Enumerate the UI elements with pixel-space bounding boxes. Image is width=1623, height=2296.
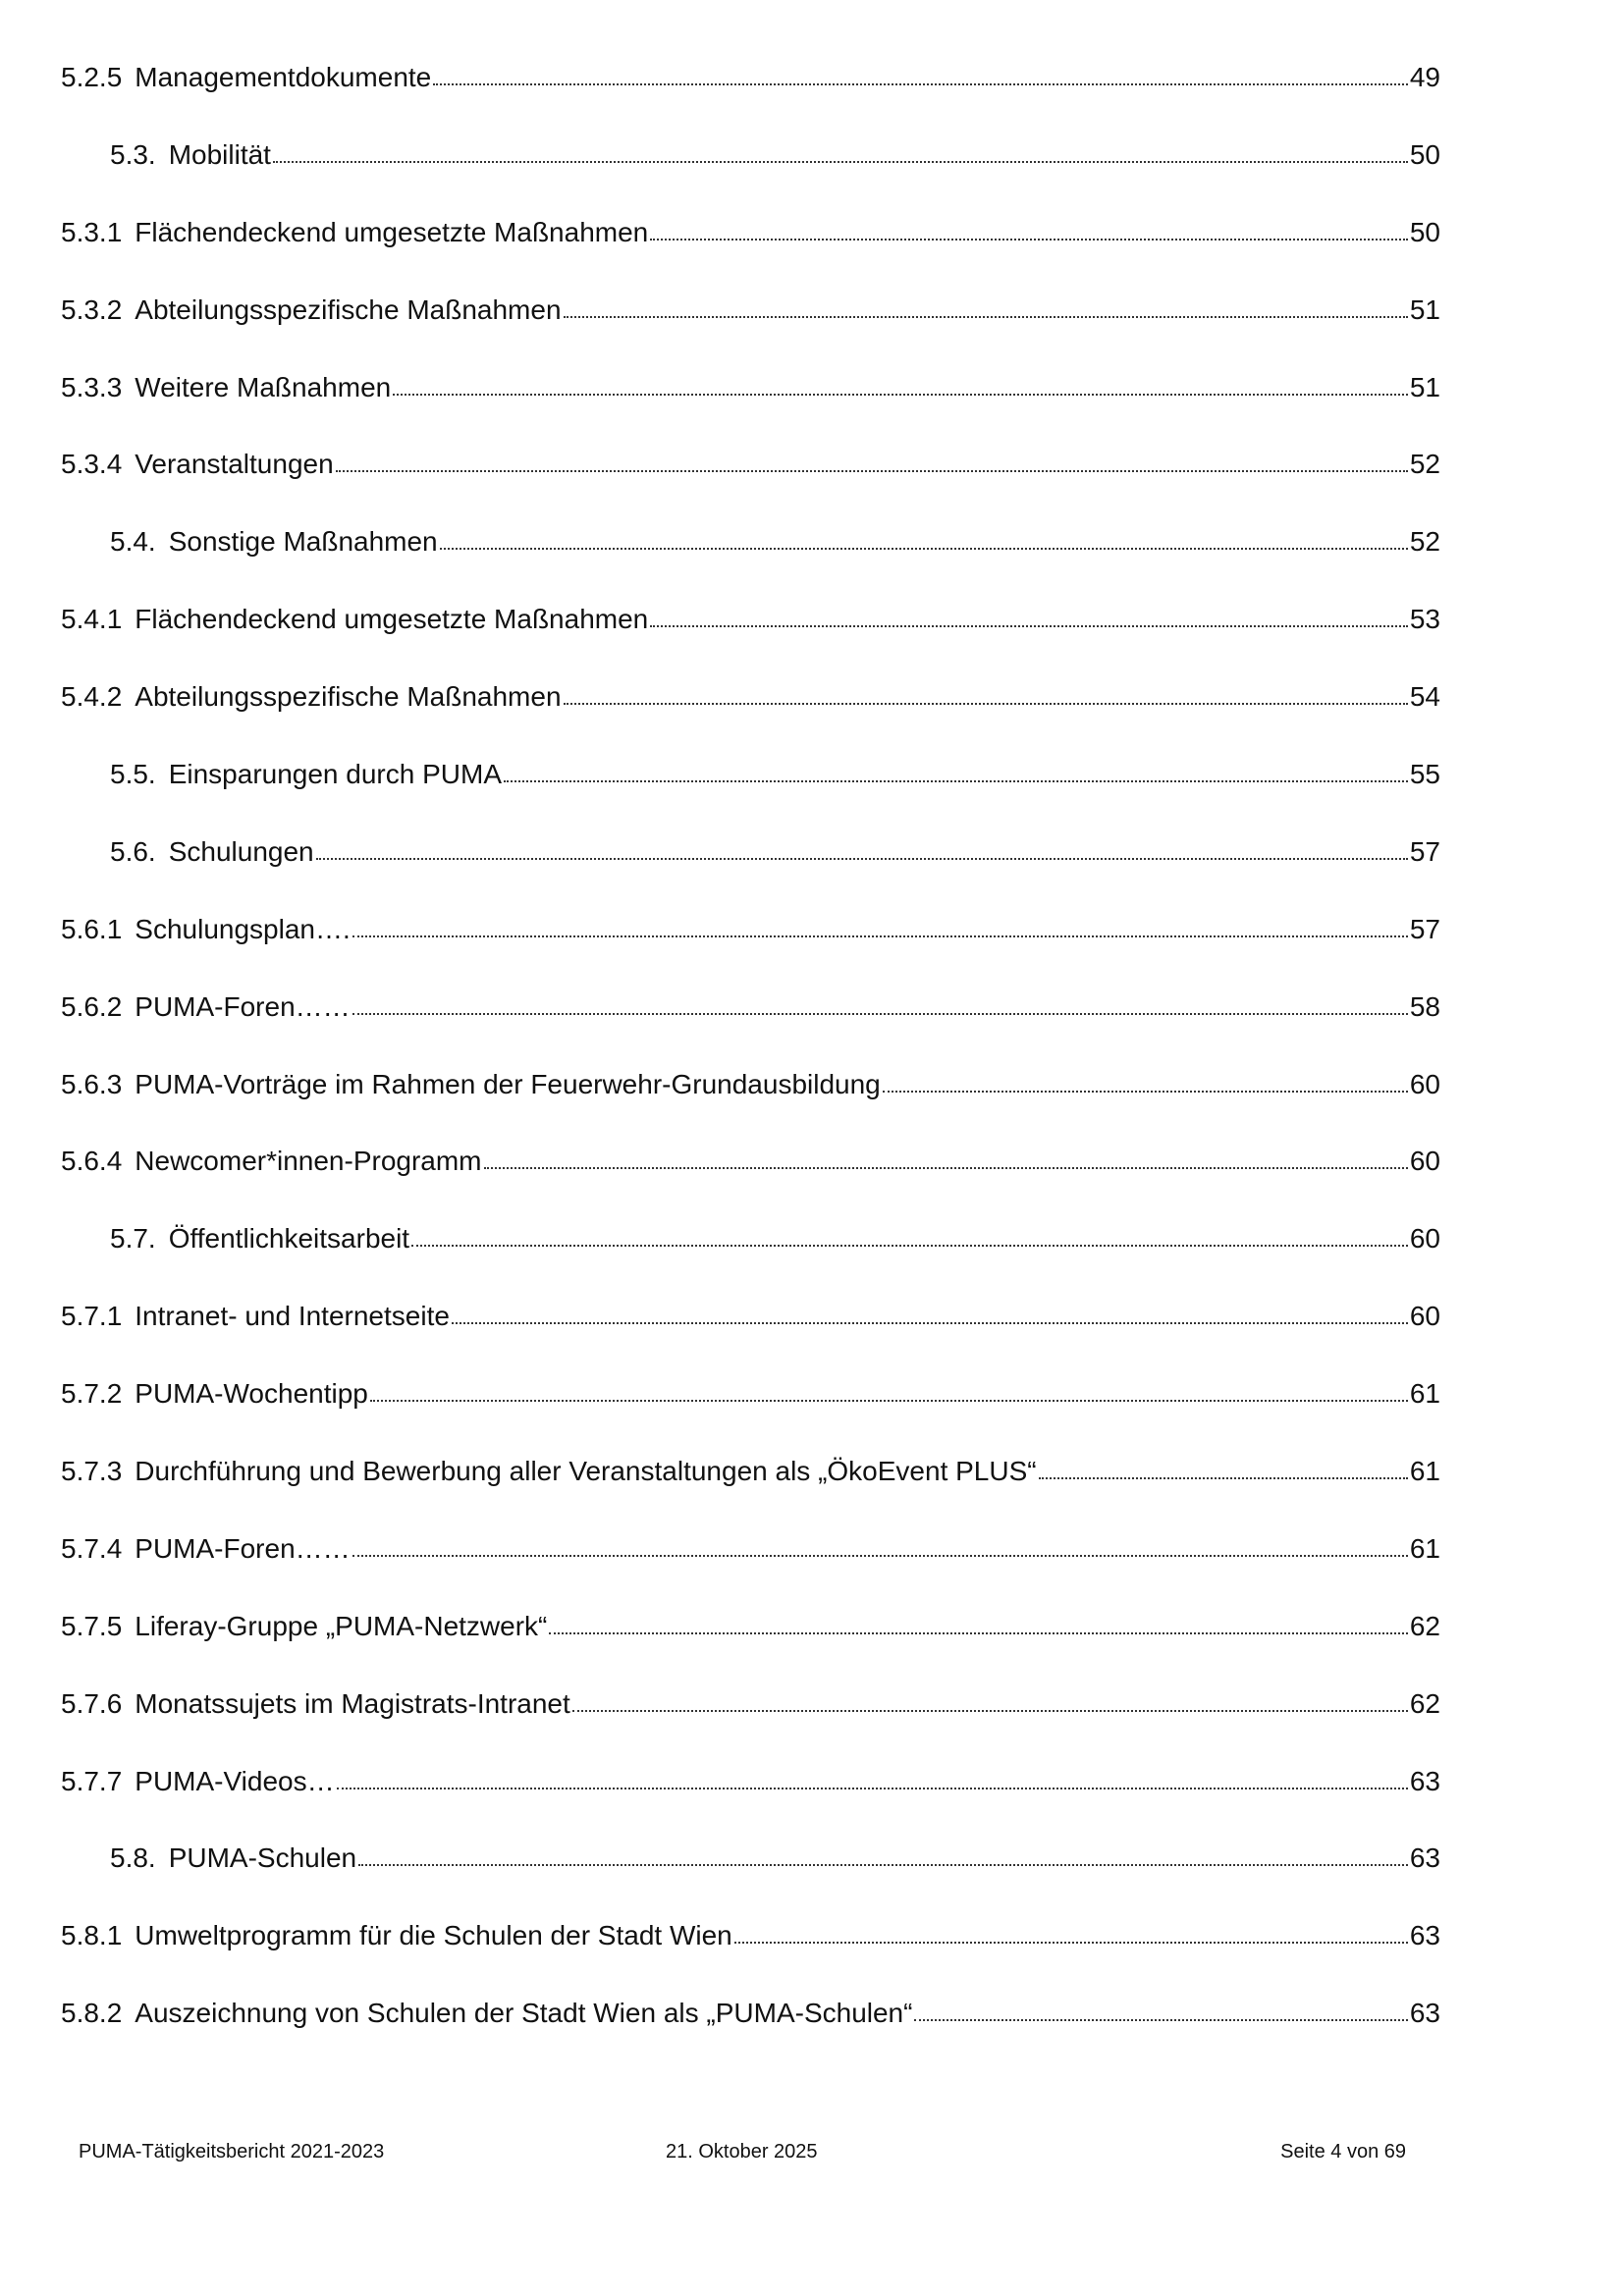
toc-entry[interactable] (0, 1905, 1623, 1983)
toc-entry-line (61, 1377, 1440, 1411)
toc-dot-leader (352, 1012, 1408, 1015)
toc-dot-leader (564, 702, 1408, 705)
toc-entry-line (61, 61, 1440, 94)
toc-entry-page: 63 (1409, 1842, 1440, 1874)
toc-entry-page: 52 (1409, 526, 1440, 558)
toc-entry-line (110, 758, 1440, 791)
toc-entry-number: 5.7. (110, 1223, 156, 1255)
toc-entry-number: 5.8. (110, 1842, 156, 1874)
toc-entry-page: 50 (1409, 216, 1440, 247)
toc-entry-title: Sonstige Maßnahmen (168, 526, 438, 558)
toc-dot-leader (352, 1554, 1408, 1557)
toc-dot-leader (337, 1787, 1408, 1789)
toc-entry-title: Flächendeckend umgesetzte Maßnahmen (135, 604, 649, 635)
toc-entry-line (61, 1145, 1440, 1178)
toc-dot-leader (564, 315, 1408, 318)
toc-entry-page: 53 (1409, 604, 1440, 635)
toc-entry[interactable] (0, 357, 1623, 435)
toc-entry-number: 5.7.5 (61, 1610, 123, 1641)
toc-entry-title: Durchführung und Bewerbung aller Veranstaltungen als „ÖkoEvent PLUS“ (135, 1456, 1037, 1487)
table-of-contents (0, 47, 1623, 2060)
toc-dot-leader (336, 469, 1408, 472)
toc-dot-leader (411, 1244, 1408, 1247)
toc-entry-title: Öffentlichkeitsarbeit (168, 1223, 410, 1255)
toc-entry[interactable] (0, 1828, 1623, 1905)
toc-entry-title: Abteilungsspezifische Maßnahmen (135, 681, 562, 713)
toc-entry-page: 61 (1409, 1378, 1440, 1410)
toc-entry[interactable] (0, 1674, 1623, 1751)
toc-entry[interactable] (0, 511, 1623, 589)
toc-dot-leader (358, 1863, 1408, 1866)
toc-entry[interactable] (0, 202, 1623, 280)
toc-entry-page: 61 (1409, 1456, 1440, 1487)
toc-entry-page: 63 (1409, 1998, 1440, 2029)
toc-entry-number: 5.3.1 (61, 216, 123, 247)
toc-dot-leader (484, 1166, 1408, 1169)
toc-entry-page: 61 (1409, 1532, 1440, 1564)
toc-entry[interactable] (0, 125, 1623, 202)
toc-entry[interactable] (0, 1596, 1623, 1674)
toc-entry[interactable] (0, 1983, 1623, 2060)
toc-entry-page: 52 (1409, 449, 1440, 480)
toc-entry-page: 60 (1409, 1068, 1440, 1099)
toc-dot-leader (440, 547, 1408, 550)
footer-report-title: PUMA-Tätigkeitsbericht 2021-2023 (79, 2141, 385, 2163)
toc-entry-title: Einsparungen durch PUMA (168, 759, 502, 790)
toc-entry-number: 5.6.4 (61, 1146, 123, 1177)
toc-entry-page: 63 (1409, 1765, 1440, 1796)
toc-entry[interactable] (0, 1751, 1623, 1829)
toc-entry-title: Schulungsplan…. (135, 913, 351, 944)
toc-entry-line (61, 371, 1440, 404)
toc-entry-number: 5.7.2 (61, 1378, 123, 1410)
toc-entry-line (110, 1222, 1440, 1255)
toc-entry-title: Veranstaltungen (135, 449, 334, 480)
toc-dot-leader (650, 238, 1408, 240)
toc-entry-number: 5.6.3 (61, 1068, 123, 1099)
toc-dot-leader (316, 857, 1408, 860)
toc-dot-leader (1039, 1476, 1408, 1479)
toc-entry-line (61, 1687, 1440, 1721)
toc-entry-line (110, 138, 1440, 172)
toc-dot-leader (273, 160, 1408, 163)
toc-dot-leader (549, 1631, 1407, 1634)
page-footer (79, 2138, 1406, 2167)
toc-entry[interactable] (0, 899, 1623, 977)
toc-entry-page: 63 (1409, 1920, 1440, 1951)
toc-entry-line (61, 1455, 1440, 1488)
toc-entry[interactable] (0, 667, 1623, 744)
toc-entry[interactable] (0, 1519, 1623, 1596)
toc-entry-title: Schulungen (168, 835, 314, 867)
toc-entry-title: Umweltprogramm für die Schulen der Stadt Wien (135, 1920, 732, 1951)
toc-entry-number: 5.6.1 (61, 913, 123, 944)
toc-dot-leader (352, 934, 1408, 937)
toc-entry-title: Liferay-Gruppe „PUMA-Netzwerk“ (135, 1610, 548, 1641)
toc-entry-page: 60 (1409, 1301, 1440, 1332)
toc-entry-line (61, 990, 1440, 1024)
toc-entry-number: 5.7.6 (61, 1687, 123, 1719)
toc-entry-page: 51 (1409, 371, 1440, 402)
toc-entry-page: 54 (1409, 681, 1440, 713)
toc-entry-number: 5.5. (110, 759, 156, 790)
toc-dot-leader (572, 1709, 1408, 1712)
toc-entry-line (61, 913, 1440, 946)
toc-entry-line (61, 216, 1440, 249)
toc-entry-number: 5.3.2 (61, 294, 123, 325)
toc-entry-line (61, 1997, 1440, 2030)
toc-entry-page: 62 (1409, 1687, 1440, 1719)
toc-entry-number: 5.7.1 (61, 1301, 123, 1332)
toc-entry-line (61, 680, 1440, 714)
toc-entry-title: Mobilität (168, 138, 271, 170)
toc-entry[interactable] (0, 977, 1623, 1054)
toc-entry-title: PUMA-Wochentipp (135, 1378, 368, 1410)
toc-entry-page: 60 (1409, 1223, 1440, 1255)
toc-entry-page: 60 (1409, 1146, 1440, 1177)
toc-entry[interactable] (0, 1208, 1623, 1286)
toc-entry[interactable] (0, 822, 1623, 899)
toc-entry-number: 5.4.2 (61, 681, 123, 713)
toc-entry-title: PUMA-Videos… (135, 1765, 335, 1796)
toc-entry[interactable] (0, 589, 1623, 667)
toc-entry-number: 5.8.2 (61, 1998, 123, 2029)
toc-entry[interactable] (0, 744, 1623, 822)
toc-dot-leader (370, 1399, 1408, 1402)
toc-entry-line (61, 1068, 1440, 1101)
footer-page-number: Seite 4 von 69 (1280, 2141, 1406, 2163)
toc-dot-leader (914, 2018, 1407, 2021)
toc-entry-page: 55 (1409, 759, 1440, 790)
toc-entry[interactable] (0, 280, 1623, 357)
toc-entry-line (61, 1610, 1440, 1643)
toc-entry-page: 62 (1409, 1610, 1440, 1641)
toc-entry-number: 5.7.7 (61, 1765, 123, 1796)
toc-entry[interactable] (0, 1054, 1623, 1132)
toc-dot-leader (883, 1090, 1408, 1093)
toc-entry[interactable] (0, 434, 1623, 511)
toc-entry-number: 5.6.2 (61, 990, 123, 1022)
toc-entry-number: 5.2.5 (61, 62, 123, 92)
toc-entry-page: 57 (1409, 835, 1440, 867)
toc-entry-title: Intranet- und Internetseite (135, 1301, 450, 1332)
toc-entry-title: PUMA-Schulen (168, 1842, 357, 1874)
toc-entry-title: Monatssujets im Magistrats-Intranet (135, 1687, 570, 1719)
toc-dot-leader (433, 82, 1408, 85)
toc-entry-line (61, 448, 1440, 481)
footer-date: 21. Oktober 2025 (666, 2141, 818, 2163)
toc-entry[interactable] (0, 47, 1623, 125)
toc-entry-number: 5.3. (110, 138, 156, 170)
toc-entry-title: Abteilungsspezifische Maßnahmen (135, 294, 562, 325)
toc-entry-line (110, 835, 1440, 869)
toc-entry-number: 5.4.1 (61, 604, 123, 635)
toc-entry[interactable] (0, 1441, 1623, 1519)
toc-dot-leader (393, 393, 1408, 396)
toc-entry-number: 5.4. (110, 526, 156, 558)
toc-entry-page: 49 (1409, 62, 1440, 92)
toc-dot-leader (650, 624, 1408, 627)
toc-entry-line (61, 1532, 1440, 1566)
toc-entry-title: Weitere Maßnahmen (135, 371, 392, 402)
toc-entry-title: Newcomer*innen-Programm (135, 1146, 482, 1177)
toc-dot-leader (452, 1321, 1408, 1324)
toc-entry-number: 5.7.4 (61, 1532, 123, 1564)
toc-dot-leader (504, 779, 1408, 782)
toc-entry-title: Managementdokumente (135, 62, 432, 92)
toc-entry-title: Flächendeckend umgesetzte Maßnahmen (135, 216, 649, 247)
toc-entry-line (61, 603, 1440, 636)
toc-entry-title: PUMA-Foren…… (135, 990, 351, 1022)
toc-dot-leader (734, 1941, 1408, 1944)
toc-entry-line (110, 525, 1440, 559)
toc-entry-number: 5.8.1 (61, 1920, 123, 1951)
toc-entry-page: 57 (1409, 913, 1440, 944)
toc-entry-line (61, 1919, 1440, 1952)
toc-entry-page: 51 (1409, 294, 1440, 325)
toc-entry[interactable] (0, 1131, 1623, 1208)
toc-entry-line (110, 1842, 1440, 1875)
toc-entry-number: 5.3.3 (61, 371, 123, 402)
toc-entry-line (61, 1765, 1440, 1798)
toc-entry-title: PUMA-Vorträge im Rahmen der Feuerwehr-Grundausbildung (135, 1068, 881, 1099)
toc-entry-title: Auszeichnung von Schulen der Stadt Wien als „PUMA-Schulen“ (135, 1998, 913, 2029)
toc-entry-line (61, 294, 1440, 327)
toc-entry-number: 5.7.3 (61, 1456, 123, 1487)
toc-entry-line (61, 1300, 1440, 1333)
toc-entry-number: 5.3.4 (61, 449, 123, 480)
toc-entry-number: 5.6. (110, 835, 156, 867)
toc-entry[interactable] (0, 1286, 1623, 1363)
toc-entry[interactable] (0, 1363, 1623, 1441)
toc-entry-page: 50 (1409, 138, 1440, 170)
toc-entry-page: 58 (1409, 990, 1440, 1022)
toc-entry-title: PUMA-Foren…… (135, 1532, 351, 1564)
